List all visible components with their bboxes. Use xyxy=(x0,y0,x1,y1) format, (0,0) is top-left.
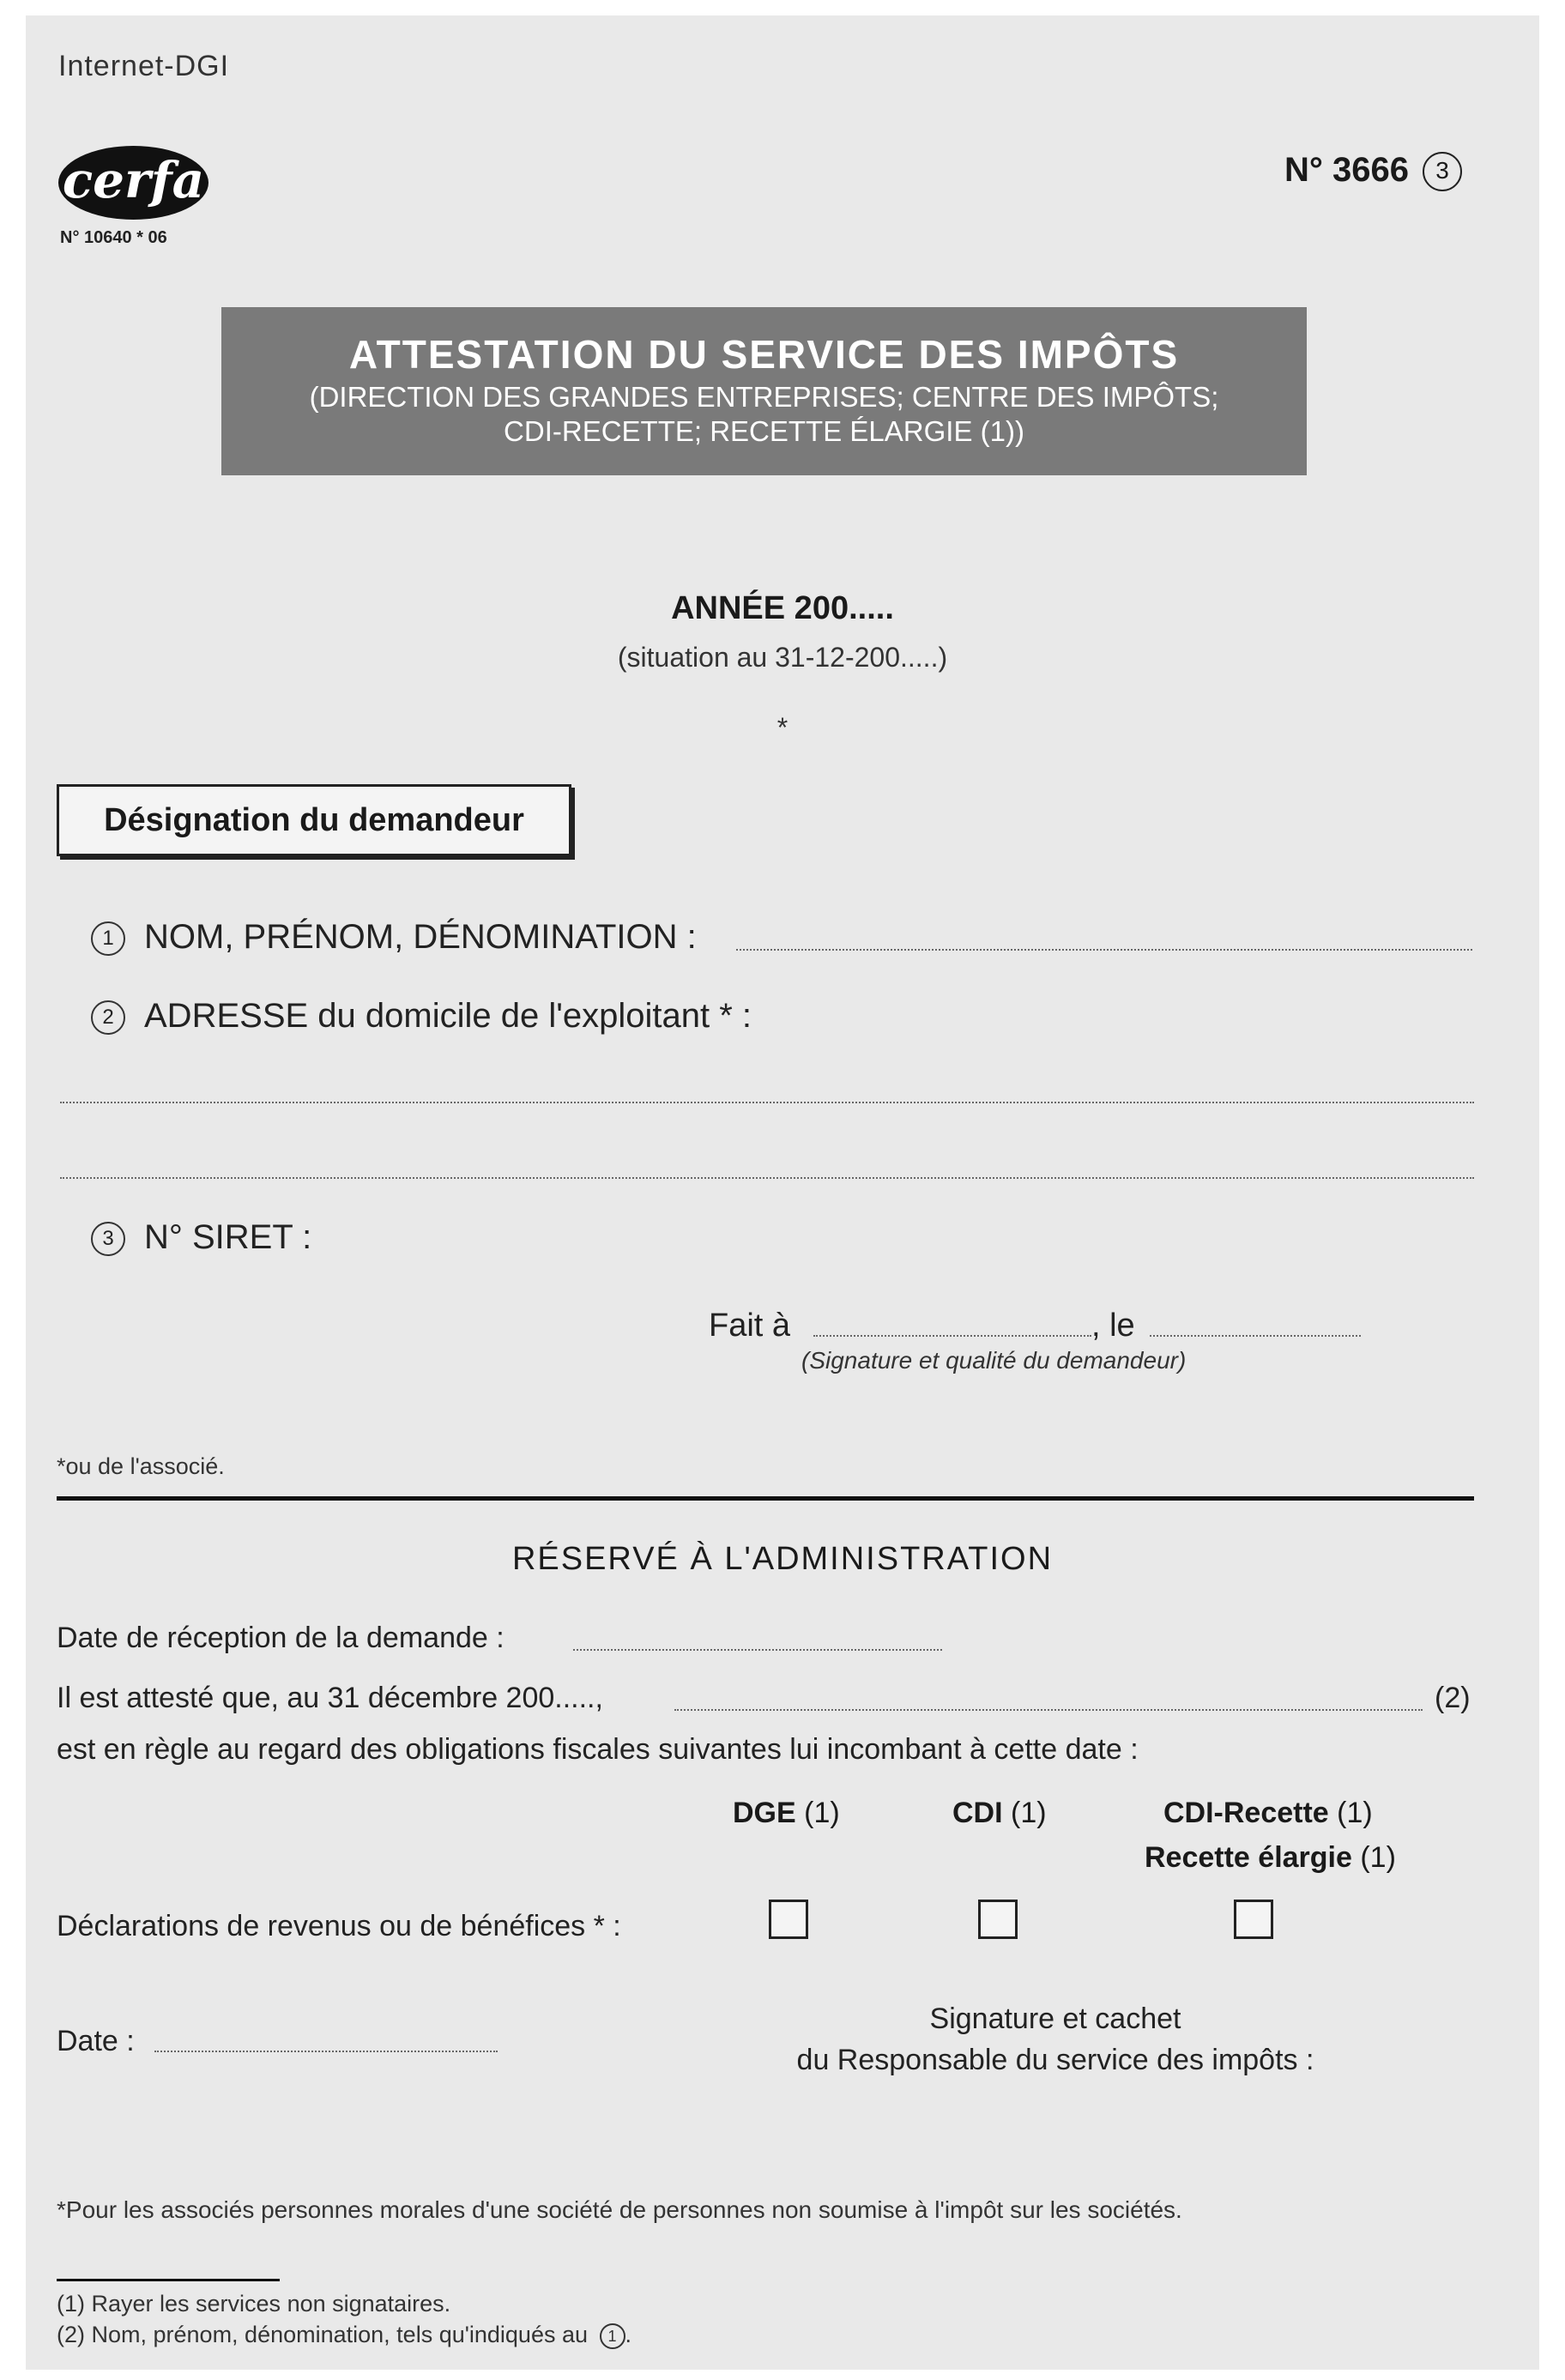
situation-label: (situation au 31-12-200.....) xyxy=(617,642,948,673)
admin-heading: RÉSERVÉ À L'ADMINISTRATION xyxy=(511,1541,1054,1577)
form-number: N° 3666 3 xyxy=(1284,151,1462,191)
admin-date-input-line[interactable] xyxy=(154,2051,498,2052)
footnote-ref-circle: 1 xyxy=(600,2323,625,2349)
dge-checkbox[interactable] xyxy=(769,1900,808,1939)
footnote-2: (2) Nom, prénom, dénomination, tels qu'indiqués au 1 . xyxy=(57,2322,632,2347)
col-cdi: CDI (1) xyxy=(952,1797,1047,1829)
address-field-label: 2 ADRESSE du domicile de l'exploitant * : xyxy=(91,997,752,1036)
signature-caption: (Signature et qualité du demandeur) xyxy=(801,1347,1187,1374)
associes-footnote: *Pour les associés personnes morales d'une société de personnes non soumise à l'impôt sur les sociétés. xyxy=(57,2196,1182,2223)
reception-date-input-line[interactable] xyxy=(573,1649,942,1651)
banner-title: ATTESTATION DU SERVICE DES IMPÔTS xyxy=(348,332,1180,377)
cdi-recette-checkbox[interactable] xyxy=(1234,1900,1273,1939)
cerfa-logo: cerfa xyxy=(58,146,208,220)
attest-line-1: Il est attesté que, au 31 décembre 200....., xyxy=(57,1682,603,1714)
declarations-label: Déclarations de revenus ou de bénéfices * : xyxy=(57,1910,621,1942)
banner-line2: (DIRECTION DES GRANDES ENTREPRISES; CENTRE DES IMPÔTS; xyxy=(309,381,1219,413)
banner-line3: CDI-RECETTE; RECETTE ÉLARGIE (1)) xyxy=(504,415,1024,447)
divider-rule xyxy=(57,1496,1474,1501)
admin-date-label: Date : xyxy=(57,2025,135,2057)
cdi-checkbox[interactable] xyxy=(978,1900,1018,1939)
attest-ref: (2) xyxy=(1435,1682,1471,1714)
separator-asterisk: * xyxy=(776,712,789,743)
cerfa-code: N° 10640 * 06 xyxy=(60,228,167,247)
col-recette-elargie: Recette élargie (1) xyxy=(1145,1841,1396,1874)
name-field-label: 1 NOM, PRÉNOM, DÉNOMINATION : xyxy=(91,918,697,957)
address-input-line-2[interactable] xyxy=(60,1177,1474,1179)
fait-a-label: Fait à xyxy=(709,1308,791,1344)
footnote-1: (1) Rayer les services non signataires. xyxy=(57,2291,451,2317)
admin-signature-line-2: du Responsable du service des impôts : xyxy=(796,2044,1314,2076)
siret-field-label: 3 N° SIRET : xyxy=(91,1218,311,1257)
col-cdi-recette: CDI-Recette (1) xyxy=(1163,1797,1373,1829)
footnote-rule xyxy=(57,2279,280,2281)
header-label: Internet-DGI xyxy=(58,50,230,82)
field-number-3: 3 xyxy=(91,1222,125,1256)
name-input-line[interactable] xyxy=(736,949,1472,951)
title-banner xyxy=(221,307,1307,475)
attest-input-line[interactable] xyxy=(674,1709,1423,1711)
attest-line-2: est en règle au regard des obligations fiscales suivantes lui incombant à cette date : xyxy=(57,1733,1139,1766)
year-label: ANNÉE 200..... xyxy=(671,590,894,626)
le-label: , le xyxy=(1091,1308,1135,1344)
associe-footnote: *ou de l'associé. xyxy=(57,1453,225,1479)
fait-a-input-line[interactable] xyxy=(813,1335,1091,1337)
admin-signature-line-1: Signature et cachet xyxy=(929,2002,1181,2035)
section-applicant-heading: Désignation du demandeur xyxy=(57,784,571,856)
col-dge: DGE (1) xyxy=(733,1797,840,1829)
field-number-1: 1 xyxy=(91,921,125,956)
field-number-2: 2 xyxy=(91,1000,125,1035)
le-input-line[interactable] xyxy=(1150,1335,1361,1337)
reception-date-label: Date de réception de la demande : xyxy=(57,1622,505,1654)
version-circle: 3 xyxy=(1423,152,1462,191)
address-input-line-1[interactable] xyxy=(60,1102,1474,1103)
